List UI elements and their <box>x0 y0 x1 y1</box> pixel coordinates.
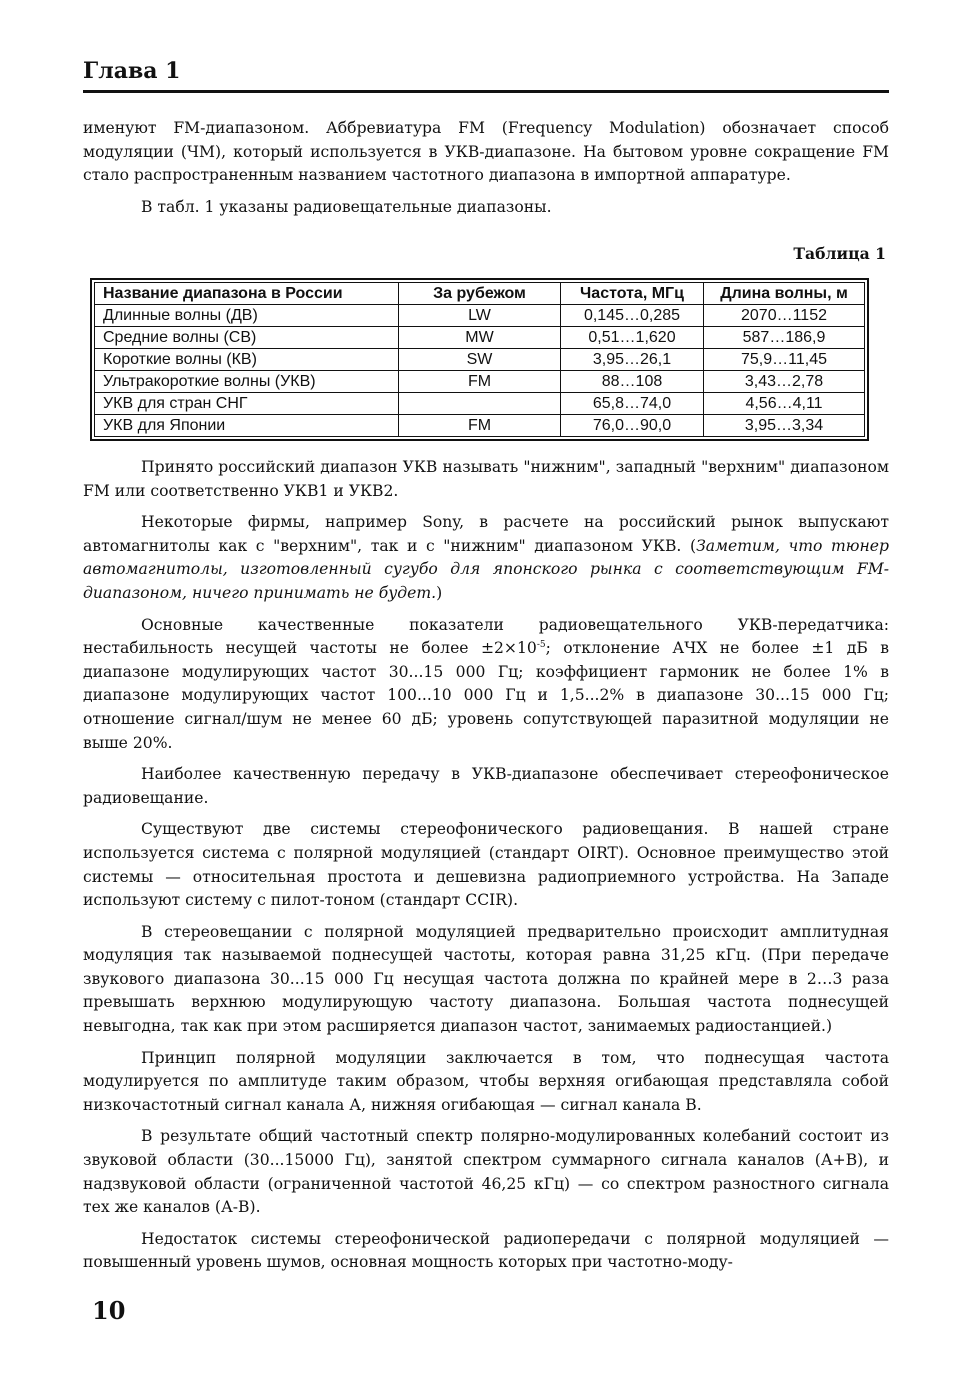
page-number: 10 <box>92 1296 126 1325</box>
paragraph: Принято российский диапазон УКВ называть "нижним", западный "верхним" диапазоном FM или соответственно УКВ1 и УКВ2. <box>83 458 889 500</box>
table-cell: Длинные волны (ДВ) <box>95 305 399 327</box>
table-cell: 88…108 <box>561 371 704 393</box>
paragraph-text: ; отклонение АЧХ не более ±1 дБ в диапазоне модулирующих частот 30...15 000 Гц; коэффициент гармоник не более 1% в диапазоне модулирующих частот 100...10 000 Гц и 1,5...2% в диапазоне 30...15 000 Гц; отношение сигнал/шум не менее 60 дБ; уровень сопутствующей паразитной модуляции не выше 20%. <box>83 639 889 752</box>
table-cell: Средние волны (СВ) <box>95 327 399 349</box>
table-cell: 75,9…11,45 <box>704 349 865 371</box>
paragraph <box>83 511 889 605</box>
table-row <box>95 327 865 349</box>
chapter-header: Глава 1 <box>83 58 889 93</box>
table-cell: 2070…1152 <box>704 305 865 327</box>
exponent: -5 <box>536 639 546 650</box>
column-header: За рубежом <box>399 283 561 305</box>
intro-text <box>83 117 889 227</box>
table-cell: SW <box>399 349 561 371</box>
paragraph: Существуют две системы стереофонического радиовещания. В нашей стране используется система с полярной модуляцией (стандарт OIRT). Основное преимущество этой системы — относительная простота и дешевизна радиоприемного устройства. На Западе используют систему с пилот-тоном (стандарт CCIR). <box>83 820 889 910</box>
table-cell: 0,51…1,620 <box>561 327 704 349</box>
table-cell: 65,8…74,0 <box>561 393 704 415</box>
paragraph-text: Основные качественные показатели радиовещательного УКВ-передатчика: нестабильность несущей частоты не более ±2×10 <box>83 615 889 658</box>
table-cell: 4,56…4,11 <box>704 393 865 415</box>
table-cell: Короткие волны (КВ) <box>95 349 399 371</box>
paragraph: В результате общий частотный спектр полярно-модулированных колебаний состоит из звуковой области (30...15000 Гц), занятой спектром суммарного сигнала каналов (А+В), и надзвуковой области (ограниченной частотой 46,25 кГц) — со спектром разностного сигнала тех же каналов (А-В). <box>83 1127 889 1217</box>
table-cell: 0,145…0,285 <box>561 305 704 327</box>
table-cell: 3,95…3,34 <box>704 415 865 437</box>
table-cell: 3,43…2,78 <box>704 371 865 393</box>
paragraph-text: Некоторые фирмы, например Sony, в расчете на российский рынок выпускают автомагнитолы как с "верхним", так и с "нижним" диапазоном УКВ. ( <box>83 513 889 555</box>
table-cell: 3,95…26,1 <box>561 349 704 371</box>
body-text <box>83 456 889 1283</box>
table-cell: FM <box>399 371 561 393</box>
paragraph: Недостаток системы стереофонической радиопередачи с полярной модуляцией — повышенный уровень шумов, основная мощность которых при частотно-моду- <box>83 1229 889 1272</box>
italic-note: Заметим, что тюнер автомагнитолы, изготовленный сугубо для японского рынка с соответствующим FM-диапазоном, ничего принимать не будет. <box>83 536 890 602</box>
table-row <box>95 349 865 371</box>
table-cell: LW <box>399 305 561 327</box>
bands-table <box>90 278 869 441</box>
paragraph: В стереовещании с полярной модуляцией предварительно происходит амплитудная модуляция так называемой поднесущей частоты, которая равна 31,25 кГц. (При передаче звукового диапазона 30...15 000 Гц несущая частота должна по крайней мере в 2…3 раза превышать верхнюю модулирующую частоту диапазона. Большая частота поднесущей невыгодна, так как при этом расширяется диапазон частот, занимаемых радиостанцией.) <box>83 922 889 1036</box>
column-header: Название диапазона в России <box>95 283 399 305</box>
table-cell: УКВ для стран СНГ <box>95 393 399 415</box>
table-caption: Таблица 1 <box>793 244 886 263</box>
table-row <box>95 415 865 437</box>
table-cell: FM <box>399 415 561 437</box>
table-row <box>95 305 865 327</box>
paragraph: именуют FM-диапазоном. Аббревиатура FM (Frequency Modulation) обозначает способ модуляции (ЧМ), который используется в УКВ-диапазоне. На бытовом уровне сокращение FM стало распространенным названием частотного диапазона в импортной аппаратуре. <box>83 119 889 185</box>
column-header: Частота, МГц <box>561 283 704 305</box>
column-header: Длина волны, м <box>704 283 865 305</box>
table-header-row <box>95 283 865 305</box>
paragraph <box>83 614 889 756</box>
table-row <box>95 371 865 393</box>
table-cell: 587…186,9 <box>704 327 865 349</box>
paragraph: Наиболее качественную передачу в УКВ-диапазоне обеспечивает стереофоническое радиовещание. <box>83 765 889 807</box>
table-cell: Ультракороткие волны (УКВ) <box>95 371 399 393</box>
table-cell: MW <box>399 327 561 349</box>
paragraph-text: ) <box>436 583 443 602</box>
table-row <box>95 393 865 415</box>
table-cell: УКВ для Японии <box>95 415 399 437</box>
table-cell: 76,0…90,0 <box>561 415 704 437</box>
paragraph: Принцип полярной модуляции заключается в том, что поднесущая частота модулируется по амплитуде таким образом, чтобы верхняя огибающая представляла собой низкочастотный сигнал канала А, нижняя огибающая — сигнал канала В. <box>83 1048 889 1114</box>
paragraph: В табл. 1 указаны радиовещательные диапазоны. <box>141 197 552 216</box>
table-cell <box>399 393 561 415</box>
